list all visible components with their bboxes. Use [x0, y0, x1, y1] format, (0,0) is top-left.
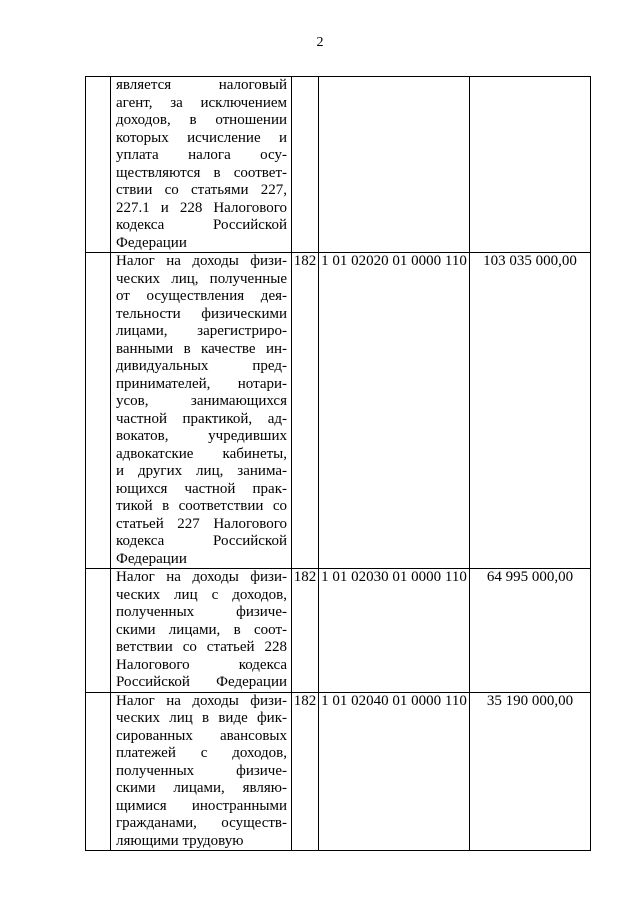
revenue-name-line: ческих лиц, полученные — [116, 270, 287, 287]
revenue-name-line: полученных физиче- — [116, 762, 287, 779]
blank-cell — [86, 77, 111, 253]
revenue-name-line: ствии со статьями 227, — [116, 182, 287, 198]
revenue-name-line: ческих лиц в виде фик- — [116, 710, 287, 726]
revenue-name-line: скими лицами, в соот- — [116, 621, 287, 638]
revenue-name-line: статьей 227 Налогового — [116, 515, 287, 532]
table-row — [86, 569, 591, 693]
revenue-name-cell — [111, 77, 292, 253]
revenue-name-line: является налоговый — [116, 77, 287, 93]
revenue-name-line: Российской Федерации — [116, 674, 287, 690]
revenue-name-line: от осуществления дея- — [116, 288, 287, 304]
amount-cell: 103 035 000,00 — [470, 253, 591, 569]
revenue-name-line: Налог на доходы физи- — [116, 692, 287, 709]
revenue-name-line: Налог на доходы физи- — [116, 569, 287, 585]
blank-cell — [86, 569, 111, 693]
revenue-name-line: принимателей, нотари- — [116, 375, 287, 392]
revenue-name-line: 227.1 и 228 Налогового — [116, 199, 287, 216]
revenue-name-line: тельности физическими — [116, 305, 287, 322]
revenue-name-line: ветствии со статьей 228 — [116, 639, 287, 655]
revenue-name-line: ществляются в соответ- — [116, 164, 287, 181]
revenue-name-line: вокатов, учредивших — [116, 428, 287, 444]
revenue-name-line: агент, за исключением — [116, 94, 287, 111]
revenue-name-line: кодекса Российской — [116, 217, 287, 233]
table-body — [86, 77, 591, 851]
budget-code-cell: 1 01 02020 01 0000 110 — [319, 253, 470, 569]
revenue-name-line: платежей с доходов, — [116, 745, 287, 761]
budget-code-cell: 1 01 02030 01 0000 110 — [319, 569, 470, 693]
table-row — [86, 253, 591, 569]
revenue-name-line: Федерации — [116, 550, 187, 567]
revenue-name-line: Федерации — [116, 234, 187, 251]
table-row — [86, 692, 591, 851]
revenue-name-cell — [111, 692, 292, 851]
revenue-name-line: адвокатские кабинеты, — [116, 445, 287, 462]
amount-cell — [470, 77, 591, 253]
table-row — [86, 77, 591, 253]
revenue-name-line: полученных физиче- — [116, 604, 287, 620]
admin-code-cell: 182 — [292, 569, 319, 693]
revenue-name-line: и других лиц, занима- — [116, 463, 287, 479]
revenue-name-line: усов, занимающихся — [116, 393, 287, 409]
revenue-name-line: кодекса Российской — [116, 533, 287, 549]
revenue-name-line: доходов, в отношении — [116, 112, 287, 128]
revenue-name-line: Налогового кодекса — [116, 656, 287, 673]
revenue-name-line: частной практикой, ад- — [116, 410, 287, 427]
budget-code-cell — [319, 77, 470, 253]
amount-cell: 35 190 000,00 — [470, 692, 591, 851]
revenue-table — [85, 76, 591, 851]
admin-code-cell: 182 — [292, 253, 319, 569]
budget-code-cell: 1 01 02040 01 0000 110 — [319, 692, 470, 851]
revenue-name-line: дивидуальных пред- — [116, 358, 287, 374]
revenue-name-line: лицами, зарегистриро- — [116, 323, 287, 339]
amount-cell: 64 995 000,00 — [470, 569, 591, 693]
revenue-name-line: уплата налога осу- — [116, 147, 287, 163]
revenue-name-line: тикой в соответствии со — [116, 498, 287, 514]
revenue-name-line: гражданами, осуществ- — [116, 815, 287, 831]
revenue-name-line: ющихся частной прак- — [116, 480, 287, 497]
revenue-name-line: ванными в качестве ин- — [116, 340, 287, 357]
page-number: 2 — [316, 35, 324, 50]
revenue-name-line: сированных авансовых — [116, 727, 287, 744]
admin-code-cell: 182 — [292, 692, 319, 851]
blank-cell — [86, 253, 111, 569]
revenue-name-cell — [111, 253, 292, 569]
revenue-name-line: ческих лиц с доходов, — [116, 586, 287, 603]
revenue-name-line: щимися иностранными — [116, 797, 287, 814]
revenue-name-line: которых исчисление и — [116, 129, 287, 146]
revenue-name-line: скими лицами, являю- — [116, 780, 287, 796]
admin-code-cell — [292, 77, 319, 253]
revenue-name-line: Налог на доходы физи- — [116, 253, 287, 269]
revenue-name-cell — [111, 569, 292, 693]
revenue-name-line: ляющими трудовую — [116, 832, 244, 849]
blank-cell — [86, 692, 111, 851]
